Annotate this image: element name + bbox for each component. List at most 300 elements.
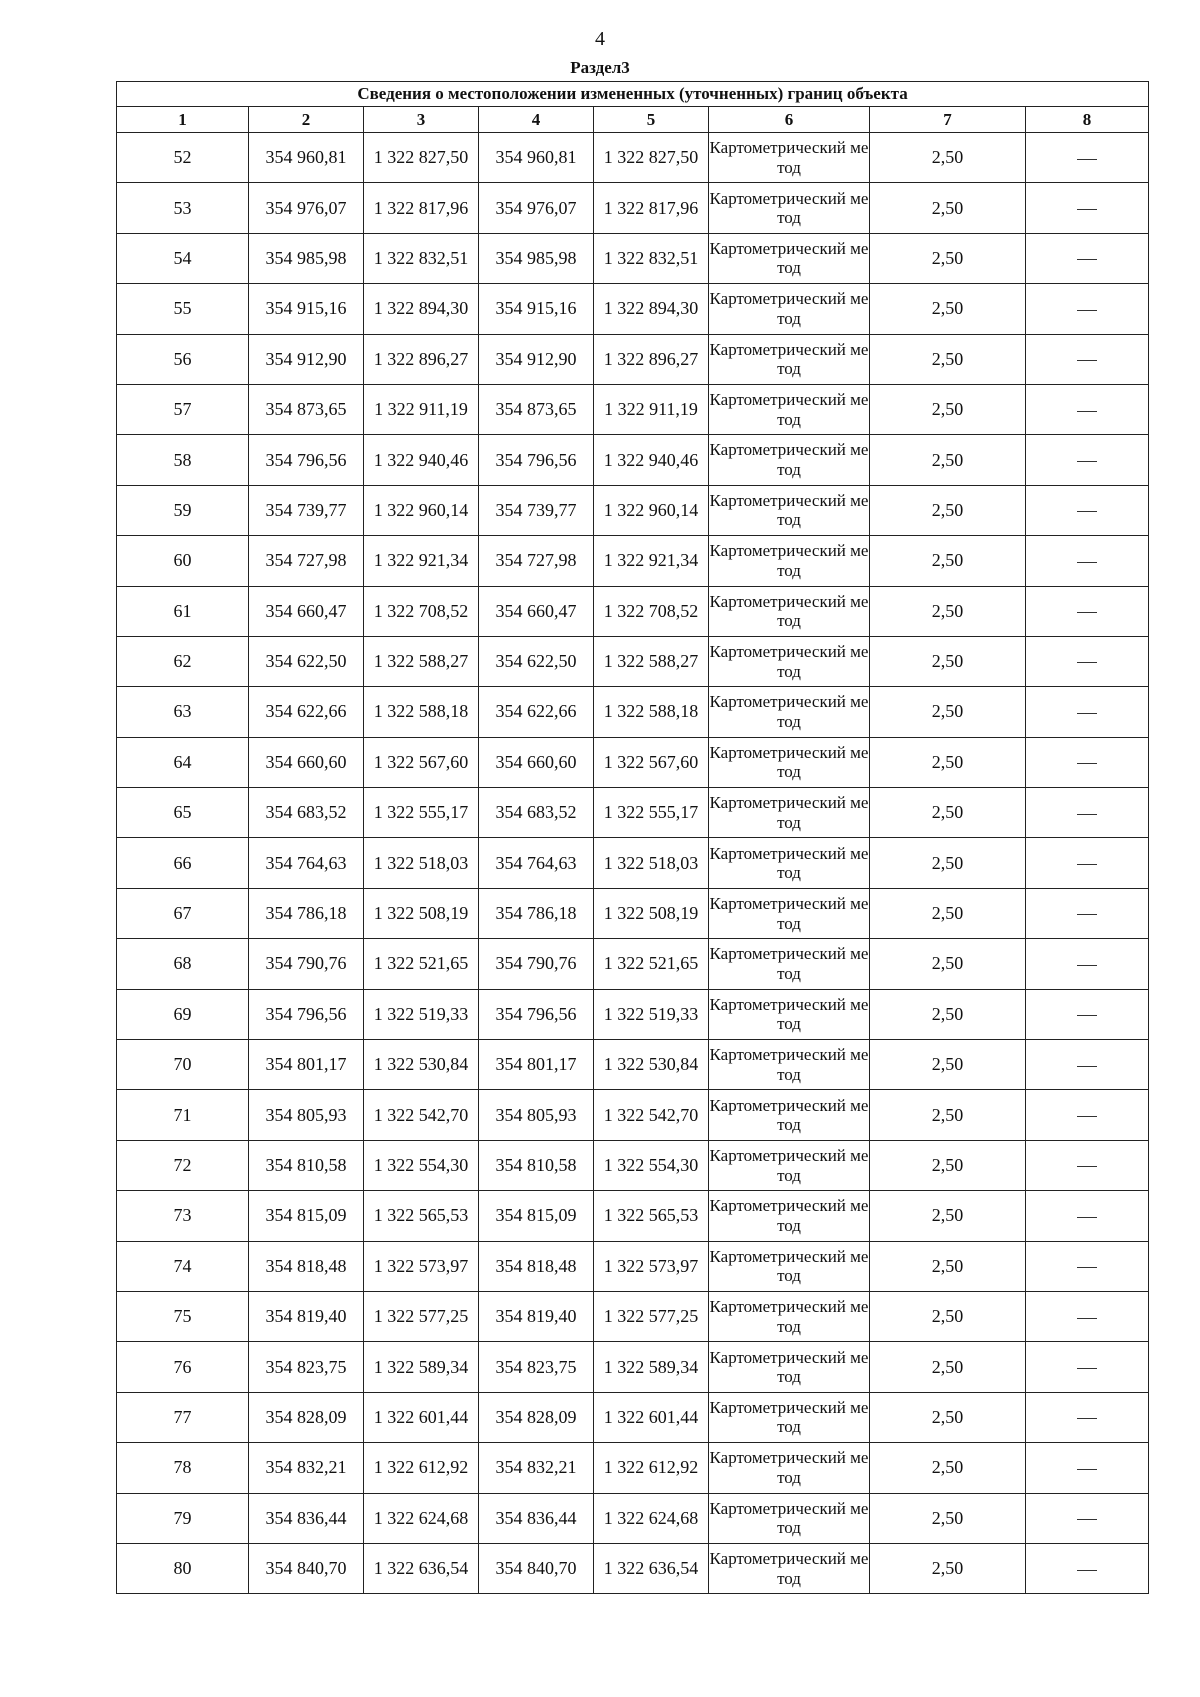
column-header-7: 7 bbox=[870, 107, 1026, 133]
y-old-cell: 1 322 708,52 bbox=[364, 586, 479, 636]
y-old-cell: 1 322 921,34 bbox=[364, 536, 479, 586]
y-new-cell: 1 322 518,03 bbox=[594, 838, 709, 888]
table-row bbox=[117, 1392, 1149, 1442]
empty-dash-icon bbox=[1077, 461, 1097, 462]
precision-cell: 2,50 bbox=[870, 183, 1026, 233]
y-new-cell: 1 322 911,19 bbox=[594, 384, 709, 434]
table-row bbox=[117, 788, 1149, 838]
y-new-cell: 1 322 567,60 bbox=[594, 737, 709, 787]
method-cell: Картометрический метод bbox=[709, 435, 870, 485]
y-new-cell: 1 322 519,33 bbox=[594, 989, 709, 1039]
description-cell bbox=[1026, 233, 1149, 283]
table-row bbox=[117, 1090, 1149, 1140]
table-row bbox=[117, 838, 1149, 888]
table-row bbox=[117, 1443, 1149, 1493]
method-cell: Картометрический метод bbox=[709, 536, 870, 586]
precision-cell: 2,50 bbox=[870, 284, 1026, 334]
description-cell bbox=[1026, 485, 1149, 535]
description-cell bbox=[1026, 1291, 1149, 1341]
point-number-cell: 74 bbox=[117, 1241, 249, 1291]
precision-cell: 2,50 bbox=[870, 788, 1026, 838]
point-number-cell: 70 bbox=[117, 1040, 249, 1090]
y-old-cell: 1 322 554,30 bbox=[364, 1140, 479, 1190]
method-cell: Картометрический метод bbox=[709, 636, 870, 686]
method-cell: Картометрический метод bbox=[709, 989, 870, 1039]
y-old-cell: 1 322 636,54 bbox=[364, 1543, 479, 1593]
x-new-cell: 354 915,16 bbox=[479, 284, 594, 334]
x-new-cell: 354 739,77 bbox=[479, 485, 594, 535]
x-old-cell: 354 801,17 bbox=[249, 1040, 364, 1090]
x-old-cell: 354 810,58 bbox=[249, 1140, 364, 1190]
y-new-cell: 1 322 530,84 bbox=[594, 1040, 709, 1090]
table-row bbox=[117, 1543, 1149, 1593]
precision-cell: 2,50 bbox=[870, 1493, 1026, 1543]
description-cell bbox=[1026, 888, 1149, 938]
y-old-cell: 1 322 588,27 bbox=[364, 636, 479, 686]
y-old-cell: 1 322 827,50 bbox=[364, 133, 479, 183]
table-body bbox=[117, 133, 1149, 1594]
x-new-cell: 354 873,65 bbox=[479, 384, 594, 434]
x-old-cell: 354 818,48 bbox=[249, 1241, 364, 1291]
x-new-cell: 354 818,48 bbox=[479, 1241, 594, 1291]
description-cell bbox=[1026, 1040, 1149, 1090]
method-cell: Картометрический метод bbox=[709, 384, 870, 434]
x-old-cell: 354 790,76 bbox=[249, 939, 364, 989]
y-old-cell: 1 322 542,70 bbox=[364, 1090, 479, 1140]
x-new-cell: 354 796,56 bbox=[479, 435, 594, 485]
method-cell: Картометрический метод bbox=[709, 1040, 870, 1090]
x-old-cell: 354 805,93 bbox=[249, 1090, 364, 1140]
table-row bbox=[117, 233, 1149, 283]
table-caption: Сведения о местоположении измененных (уточненных) границ объекта bbox=[117, 82, 1149, 107]
x-old-cell: 354 796,56 bbox=[249, 989, 364, 1039]
x-new-cell: 354 815,09 bbox=[479, 1191, 594, 1241]
description-cell bbox=[1026, 1090, 1149, 1140]
table-row bbox=[117, 1040, 1149, 1090]
method-cell: Картометрический метод bbox=[709, 1090, 870, 1140]
precision-cell: 2,50 bbox=[870, 838, 1026, 888]
description-cell bbox=[1026, 1443, 1149, 1493]
description-cell bbox=[1026, 435, 1149, 485]
y-old-cell: 1 322 508,19 bbox=[364, 888, 479, 938]
empty-dash-icon bbox=[1077, 310, 1097, 311]
x-old-cell: 354 796,56 bbox=[249, 435, 364, 485]
x-old-cell: 354 840,70 bbox=[249, 1543, 364, 1593]
y-new-cell: 1 322 521,65 bbox=[594, 939, 709, 989]
x-new-cell: 354 912,90 bbox=[479, 334, 594, 384]
point-number-cell: 77 bbox=[117, 1392, 249, 1442]
empty-dash-icon bbox=[1077, 360, 1097, 361]
y-new-cell: 1 322 827,50 bbox=[594, 133, 709, 183]
point-number-cell: 72 bbox=[117, 1140, 249, 1190]
precision-cell: 2,50 bbox=[870, 485, 1026, 535]
x-old-cell: 354 960,81 bbox=[249, 133, 364, 183]
table-row bbox=[117, 1140, 1149, 1190]
y-old-cell: 1 322 624,68 bbox=[364, 1493, 479, 1543]
x-old-cell: 354 823,75 bbox=[249, 1342, 364, 1392]
table-row bbox=[117, 435, 1149, 485]
y-new-cell: 1 322 573,97 bbox=[594, 1241, 709, 1291]
page-number: 4 bbox=[595, 28, 605, 50]
method-cell: Картометрический метод bbox=[709, 687, 870, 737]
method-cell: Картометрический метод bbox=[709, 485, 870, 535]
method-cell: Картометрический метод bbox=[709, 1241, 870, 1291]
y-old-cell: 1 322 530,84 bbox=[364, 1040, 479, 1090]
y-new-cell: 1 322 832,51 bbox=[594, 233, 709, 283]
description-cell bbox=[1026, 334, 1149, 384]
column-header-2: 2 bbox=[249, 107, 364, 133]
table-row bbox=[117, 586, 1149, 636]
method-cell: Картометрический метод bbox=[709, 284, 870, 334]
x-old-cell: 354 622,50 bbox=[249, 636, 364, 686]
x-old-cell: 354 836,44 bbox=[249, 1493, 364, 1543]
precision-cell: 2,50 bbox=[870, 989, 1026, 1039]
x-new-cell: 354 622,66 bbox=[479, 687, 594, 737]
table-row bbox=[117, 687, 1149, 737]
x-old-cell: 354 832,21 bbox=[249, 1443, 364, 1493]
y-old-cell: 1 322 577,25 bbox=[364, 1291, 479, 1341]
y-old-cell: 1 322 518,03 bbox=[364, 838, 479, 888]
method-cell: Картометрический метод bbox=[709, 586, 870, 636]
point-number-cell: 68 bbox=[117, 939, 249, 989]
point-number-cell: 61 bbox=[117, 586, 249, 636]
y-old-cell: 1 322 555,17 bbox=[364, 788, 479, 838]
method-cell: Картометрический метод bbox=[709, 737, 870, 787]
point-number-cell: 56 bbox=[117, 334, 249, 384]
table-row bbox=[117, 989, 1149, 1039]
precision-cell: 2,50 bbox=[870, 1543, 1026, 1593]
table-row bbox=[117, 1191, 1149, 1241]
point-number-cell: 63 bbox=[117, 687, 249, 737]
column-header-3: 3 bbox=[364, 107, 479, 133]
y-new-cell: 1 322 708,52 bbox=[594, 586, 709, 636]
x-old-cell: 354 622,66 bbox=[249, 687, 364, 737]
y-new-cell: 1 322 565,53 bbox=[594, 1191, 709, 1241]
x-old-cell: 354 828,09 bbox=[249, 1392, 364, 1442]
description-cell bbox=[1026, 1140, 1149, 1190]
precision-cell: 2,50 bbox=[870, 384, 1026, 434]
point-number-cell: 78 bbox=[117, 1443, 249, 1493]
point-number-cell: 59 bbox=[117, 485, 249, 535]
precision-cell: 2,50 bbox=[870, 1392, 1026, 1442]
empty-dash-icon bbox=[1077, 1166, 1097, 1167]
table-row bbox=[117, 334, 1149, 384]
empty-dash-icon bbox=[1077, 713, 1097, 714]
method-cell: Картометрический метод bbox=[709, 334, 870, 384]
y-old-cell: 1 322 832,51 bbox=[364, 233, 479, 283]
empty-dash-icon bbox=[1077, 1368, 1097, 1369]
precision-cell: 2,50 bbox=[870, 334, 1026, 384]
x-new-cell: 354 836,44 bbox=[479, 1493, 594, 1543]
y-new-cell: 1 322 601,44 bbox=[594, 1392, 709, 1442]
y-old-cell: 1 322 601,44 bbox=[364, 1392, 479, 1442]
method-cell: Картометрический метод bbox=[709, 1140, 870, 1190]
point-number-cell: 62 bbox=[117, 636, 249, 686]
x-new-cell: 354 805,93 bbox=[479, 1090, 594, 1140]
y-old-cell: 1 322 817,96 bbox=[364, 183, 479, 233]
point-number-cell: 58 bbox=[117, 435, 249, 485]
table-row bbox=[117, 1241, 1149, 1291]
method-cell: Картометрический метод bbox=[709, 1191, 870, 1241]
y-old-cell: 1 322 589,34 bbox=[364, 1342, 479, 1392]
precision-cell: 2,50 bbox=[870, 687, 1026, 737]
description-cell bbox=[1026, 384, 1149, 434]
table-row bbox=[117, 485, 1149, 535]
method-cell: Картометрический метод bbox=[709, 939, 870, 989]
empty-dash-icon bbox=[1077, 1418, 1097, 1419]
empty-dash-icon bbox=[1077, 864, 1097, 865]
y-old-cell: 1 322 960,14 bbox=[364, 485, 479, 535]
point-number-cell: 60 bbox=[117, 536, 249, 586]
column-header-6: 6 bbox=[709, 107, 870, 133]
x-new-cell: 354 985,98 bbox=[479, 233, 594, 283]
y-old-cell: 1 322 894,30 bbox=[364, 284, 479, 334]
x-old-cell: 354 660,47 bbox=[249, 586, 364, 636]
precision-cell: 2,50 bbox=[870, 1291, 1026, 1341]
description-cell bbox=[1026, 636, 1149, 686]
x-old-cell: 354 683,52 bbox=[249, 788, 364, 838]
precision-cell: 2,50 bbox=[870, 636, 1026, 686]
description-cell bbox=[1026, 536, 1149, 586]
x-new-cell: 354 786,18 bbox=[479, 888, 594, 938]
empty-dash-icon bbox=[1077, 1015, 1097, 1016]
empty-dash-icon bbox=[1077, 965, 1097, 966]
point-number-cell: 66 bbox=[117, 838, 249, 888]
x-old-cell: 354 786,18 bbox=[249, 888, 364, 938]
point-number-cell: 67 bbox=[117, 888, 249, 938]
column-header-8: 8 bbox=[1026, 107, 1149, 133]
method-cell: Картометрический метод bbox=[709, 888, 870, 938]
description-cell bbox=[1026, 133, 1149, 183]
x-old-cell: 354 660,60 bbox=[249, 737, 364, 787]
y-new-cell: 1 322 589,34 bbox=[594, 1342, 709, 1392]
empty-dash-icon bbox=[1077, 562, 1097, 563]
y-old-cell: 1 322 521,65 bbox=[364, 939, 479, 989]
column-header-1: 1 bbox=[117, 107, 249, 133]
description-cell bbox=[1026, 989, 1149, 1039]
table-row bbox=[117, 384, 1149, 434]
point-number-cell: 75 bbox=[117, 1291, 249, 1341]
x-new-cell: 354 764,63 bbox=[479, 838, 594, 888]
y-new-cell: 1 322 542,70 bbox=[594, 1090, 709, 1140]
method-cell: Картометрический метод bbox=[709, 1342, 870, 1392]
empty-dash-icon bbox=[1077, 511, 1097, 512]
precision-cell: 2,50 bbox=[870, 1342, 1026, 1392]
x-old-cell: 354 912,90 bbox=[249, 334, 364, 384]
x-old-cell: 354 819,40 bbox=[249, 1291, 364, 1341]
x-old-cell: 354 976,07 bbox=[249, 183, 364, 233]
x-new-cell: 354 660,60 bbox=[479, 737, 594, 787]
empty-dash-icon bbox=[1077, 1519, 1097, 1520]
precision-cell: 2,50 bbox=[870, 737, 1026, 787]
table-row bbox=[117, 939, 1149, 989]
y-new-cell: 1 322 894,30 bbox=[594, 284, 709, 334]
x-new-cell: 354 960,81 bbox=[479, 133, 594, 183]
empty-dash-icon bbox=[1077, 209, 1097, 210]
empty-dash-icon bbox=[1077, 914, 1097, 915]
description-cell bbox=[1026, 788, 1149, 838]
method-cell: Картометрический метод bbox=[709, 1493, 870, 1543]
description-cell bbox=[1026, 284, 1149, 334]
method-cell: Картометрический метод bbox=[709, 133, 870, 183]
column-header-5: 5 bbox=[594, 107, 709, 133]
y-old-cell: 1 322 940,46 bbox=[364, 435, 479, 485]
table-row bbox=[117, 1342, 1149, 1392]
precision-cell: 2,50 bbox=[870, 133, 1026, 183]
precision-cell: 2,50 bbox=[870, 1090, 1026, 1140]
precision-cell: 2,50 bbox=[870, 536, 1026, 586]
x-new-cell: 354 832,21 bbox=[479, 1443, 594, 1493]
empty-dash-icon bbox=[1077, 259, 1097, 260]
description-cell bbox=[1026, 1493, 1149, 1543]
point-number-cell: 52 bbox=[117, 133, 249, 183]
point-number-cell: 79 bbox=[117, 1493, 249, 1543]
y-old-cell: 1 322 588,18 bbox=[364, 687, 479, 737]
y-old-cell: 1 322 612,92 bbox=[364, 1443, 479, 1493]
x-new-cell: 354 796,56 bbox=[479, 989, 594, 1039]
precision-cell: 2,50 bbox=[870, 1140, 1026, 1190]
empty-dash-icon bbox=[1077, 612, 1097, 613]
x-new-cell: 354 801,17 bbox=[479, 1040, 594, 1090]
empty-dash-icon bbox=[1077, 1318, 1097, 1319]
point-number-cell: 76 bbox=[117, 1342, 249, 1392]
y-new-cell: 1 322 555,17 bbox=[594, 788, 709, 838]
empty-dash-icon bbox=[1077, 1066, 1097, 1067]
precision-cell: 2,50 bbox=[870, 1443, 1026, 1493]
description-cell bbox=[1026, 939, 1149, 989]
empty-dash-icon bbox=[1077, 1267, 1097, 1268]
description-cell bbox=[1026, 1241, 1149, 1291]
boundary-coordinates-table bbox=[116, 81, 1149, 1594]
y-new-cell: 1 322 612,92 bbox=[594, 1443, 709, 1493]
precision-cell: 2,50 bbox=[870, 888, 1026, 938]
empty-dash-icon bbox=[1077, 1217, 1097, 1218]
point-number-cell: 71 bbox=[117, 1090, 249, 1140]
method-cell: Картометрический метод bbox=[709, 1392, 870, 1442]
y-old-cell: 1 322 573,97 bbox=[364, 1241, 479, 1291]
x-new-cell: 354 840,70 bbox=[479, 1543, 594, 1593]
point-number-cell: 80 bbox=[117, 1543, 249, 1593]
description-cell bbox=[1026, 737, 1149, 787]
description-cell bbox=[1026, 1191, 1149, 1241]
precision-cell: 2,50 bbox=[870, 435, 1026, 485]
description-cell bbox=[1026, 1543, 1149, 1593]
description-cell bbox=[1026, 687, 1149, 737]
precision-cell: 2,50 bbox=[870, 1241, 1026, 1291]
y-new-cell: 1 322 896,27 bbox=[594, 334, 709, 384]
table-row bbox=[117, 737, 1149, 787]
x-new-cell: 354 622,50 bbox=[479, 636, 594, 686]
y-new-cell: 1 322 921,34 bbox=[594, 536, 709, 586]
description-cell bbox=[1026, 183, 1149, 233]
precision-cell: 2,50 bbox=[870, 586, 1026, 636]
y-old-cell: 1 322 911,19 bbox=[364, 384, 479, 434]
table-row bbox=[117, 284, 1149, 334]
table-row bbox=[117, 636, 1149, 686]
method-cell: Картометрический метод bbox=[709, 1291, 870, 1341]
y-old-cell: 1 322 565,53 bbox=[364, 1191, 479, 1241]
y-old-cell: 1 322 896,27 bbox=[364, 334, 479, 384]
y-new-cell: 1 322 636,54 bbox=[594, 1543, 709, 1593]
y-new-cell: 1 322 588,27 bbox=[594, 636, 709, 686]
column-header-4: 4 bbox=[479, 107, 594, 133]
y-new-cell: 1 322 624,68 bbox=[594, 1493, 709, 1543]
precision-cell: 2,50 bbox=[870, 233, 1026, 283]
empty-dash-icon bbox=[1077, 159, 1097, 160]
x-new-cell: 354 823,75 bbox=[479, 1342, 594, 1392]
x-new-cell: 354 660,47 bbox=[479, 586, 594, 636]
description-cell bbox=[1026, 1342, 1149, 1392]
x-new-cell: 354 819,40 bbox=[479, 1291, 594, 1341]
point-number-cell: 64 bbox=[117, 737, 249, 787]
point-number-cell: 54 bbox=[117, 233, 249, 283]
table-row bbox=[117, 1291, 1149, 1341]
x-old-cell: 354 915,16 bbox=[249, 284, 364, 334]
column-header-row bbox=[117, 107, 1149, 133]
table-row bbox=[117, 536, 1149, 586]
precision-cell: 2,50 bbox=[870, 1040, 1026, 1090]
y-new-cell: 1 322 508,19 bbox=[594, 888, 709, 938]
empty-dash-icon bbox=[1077, 1469, 1097, 1470]
x-new-cell: 354 810,58 bbox=[479, 1140, 594, 1190]
point-number-cell: 57 bbox=[117, 384, 249, 434]
point-number-cell: 65 bbox=[117, 788, 249, 838]
table-row bbox=[117, 183, 1149, 233]
method-cell: Картометрический метод bbox=[709, 838, 870, 888]
y-new-cell: 1 322 554,30 bbox=[594, 1140, 709, 1190]
method-cell: Картометрический метод bbox=[709, 1443, 870, 1493]
x-new-cell: 354 828,09 bbox=[479, 1392, 594, 1442]
table-row bbox=[117, 888, 1149, 938]
y-old-cell: 1 322 567,60 bbox=[364, 737, 479, 787]
point-number-cell: 73 bbox=[117, 1191, 249, 1241]
point-number-cell: 69 bbox=[117, 989, 249, 1039]
description-cell bbox=[1026, 838, 1149, 888]
method-cell: Картометрический метод bbox=[709, 233, 870, 283]
precision-cell: 2,50 bbox=[870, 939, 1026, 989]
y-new-cell: 1 322 588,18 bbox=[594, 687, 709, 737]
method-cell: Картометрический метод bbox=[709, 183, 870, 233]
empty-dash-icon bbox=[1077, 411, 1097, 412]
point-number-cell: 53 bbox=[117, 183, 249, 233]
y-old-cell: 1 322 519,33 bbox=[364, 989, 479, 1039]
x-old-cell: 354 764,63 bbox=[249, 838, 364, 888]
empty-dash-icon bbox=[1077, 763, 1097, 764]
point-number-cell: 55 bbox=[117, 284, 249, 334]
table-row bbox=[117, 133, 1149, 183]
x-new-cell: 354 790,76 bbox=[479, 939, 594, 989]
empty-dash-icon bbox=[1077, 1116, 1097, 1117]
y-new-cell: 1 322 577,25 bbox=[594, 1291, 709, 1341]
x-old-cell: 354 739,77 bbox=[249, 485, 364, 535]
x-old-cell: 354 873,65 bbox=[249, 384, 364, 434]
description-cell bbox=[1026, 1392, 1149, 1442]
x-new-cell: 354 727,98 bbox=[479, 536, 594, 586]
method-cell: Картометрический метод bbox=[709, 788, 870, 838]
y-new-cell: 1 322 960,14 bbox=[594, 485, 709, 535]
x-old-cell: 354 985,98 bbox=[249, 233, 364, 283]
precision-cell: 2,50 bbox=[870, 1191, 1026, 1241]
description-cell bbox=[1026, 586, 1149, 636]
x-old-cell: 354 815,09 bbox=[249, 1191, 364, 1241]
table-row bbox=[117, 1493, 1149, 1543]
method-cell: Картометрический метод bbox=[709, 1543, 870, 1593]
empty-dash-icon bbox=[1077, 1570, 1097, 1571]
x-old-cell: 354 727,98 bbox=[249, 536, 364, 586]
y-new-cell: 1 322 817,96 bbox=[594, 183, 709, 233]
y-new-cell: 1 322 940,46 bbox=[594, 435, 709, 485]
x-new-cell: 354 683,52 bbox=[479, 788, 594, 838]
